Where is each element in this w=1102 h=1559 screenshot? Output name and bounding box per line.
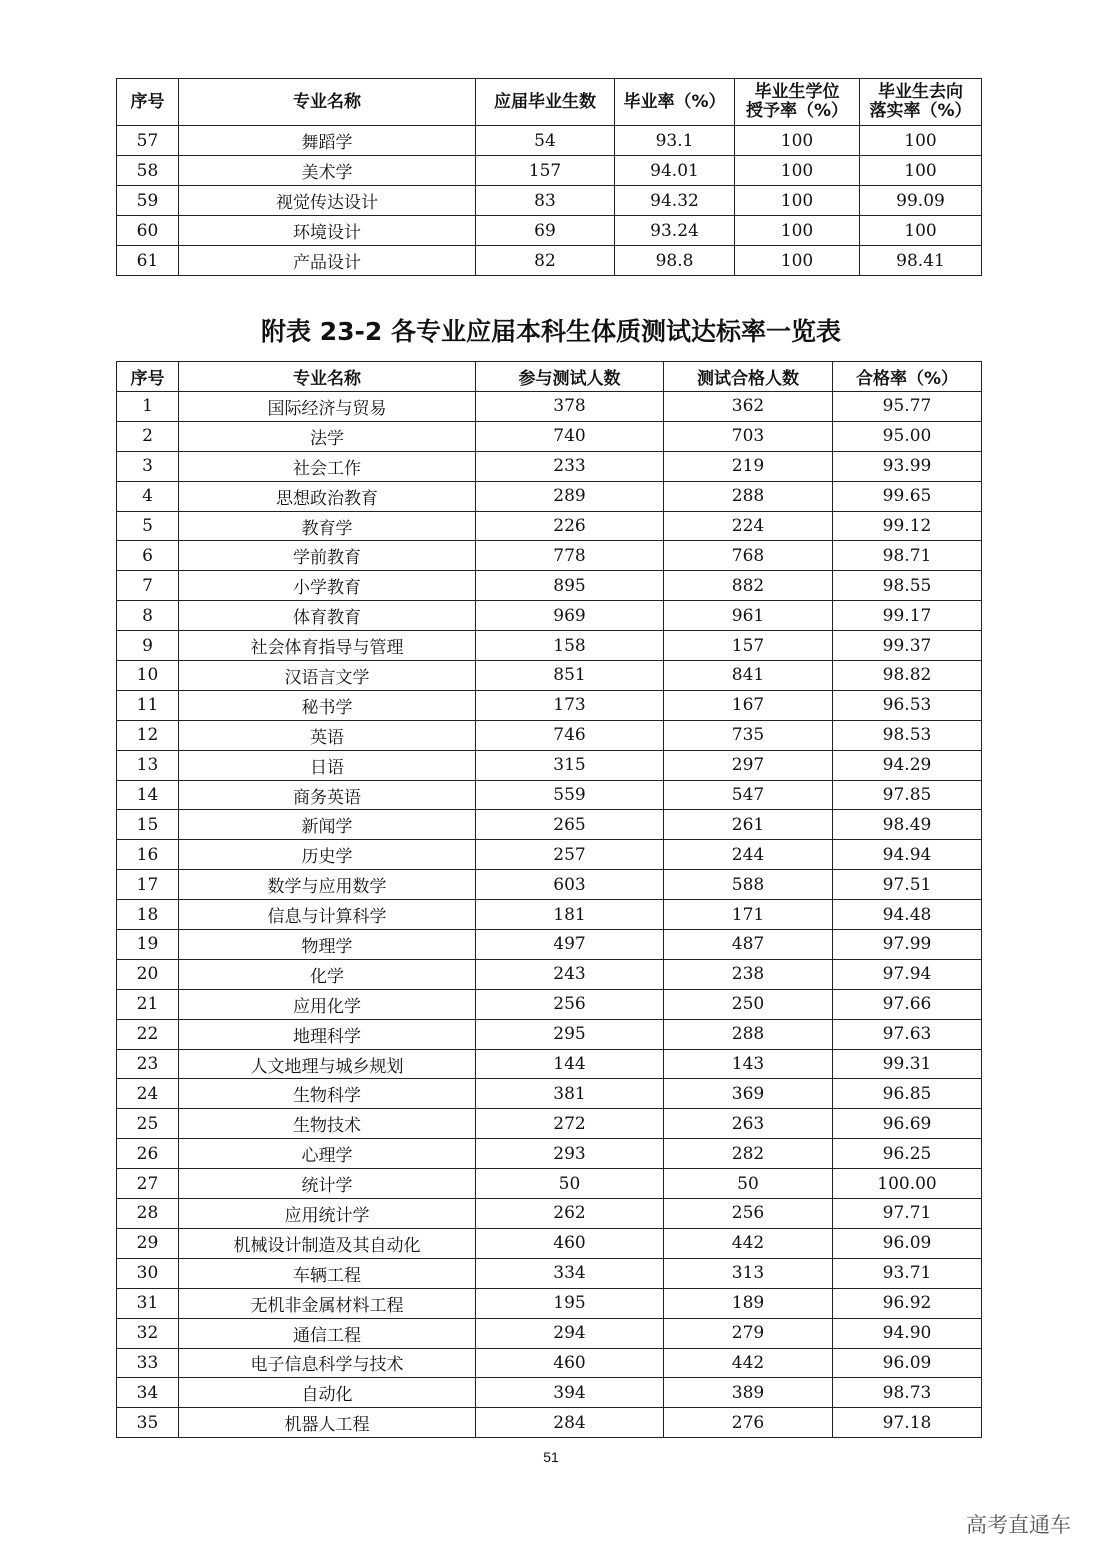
table-cell: 882 bbox=[664, 571, 833, 601]
table-cell: 559 bbox=[476, 780, 664, 810]
table-row bbox=[117, 1079, 982, 1109]
table-cell: 5 bbox=[117, 511, 179, 541]
table-cell: 94.48 bbox=[833, 900, 982, 930]
table-cell: 100 bbox=[860, 126, 982, 156]
table-cell: 226 bbox=[476, 511, 664, 541]
table-cell: 18 bbox=[117, 900, 179, 930]
table-cell: 93.71 bbox=[833, 1258, 982, 1288]
table-row bbox=[117, 216, 982, 246]
table-cell: 243 bbox=[476, 959, 664, 989]
table-cell: 265 bbox=[476, 810, 664, 840]
table-cell: 83 bbox=[476, 186, 615, 216]
table-cell: 社会体育指导与管理 bbox=[179, 631, 476, 661]
fitness-test-table bbox=[116, 361, 982, 1438]
table-row bbox=[117, 392, 982, 422]
table-cell: 157 bbox=[476, 156, 615, 186]
table-cell: 547 bbox=[664, 780, 833, 810]
table-row bbox=[117, 750, 982, 780]
table-cell: 24 bbox=[117, 1079, 179, 1109]
table-cell: 59 bbox=[117, 186, 179, 216]
table-cell: 257 bbox=[476, 840, 664, 870]
table-cell: 28 bbox=[117, 1199, 179, 1229]
table-cell: 961 bbox=[664, 601, 833, 631]
table-cell: 381 bbox=[476, 1079, 664, 1109]
table-cell: 96.09 bbox=[833, 1228, 982, 1258]
table-cell: 98.55 bbox=[833, 571, 982, 601]
table-row bbox=[117, 246, 982, 276]
table-cell: 31 bbox=[117, 1288, 179, 1318]
column-header: 专业名称 bbox=[179, 362, 476, 392]
table-cell: 256 bbox=[664, 1199, 833, 1229]
table-row bbox=[117, 1199, 982, 1229]
table-cell: 100 bbox=[735, 186, 860, 216]
table-cell: 1 bbox=[117, 392, 179, 422]
table-cell: 272 bbox=[476, 1109, 664, 1139]
column-header: 毕业生学位 授予率（%） bbox=[735, 79, 860, 126]
table-cell: 舞蹈学 bbox=[179, 126, 476, 156]
table-cell: 96.09 bbox=[833, 1348, 982, 1378]
table-cell: 157 bbox=[664, 631, 833, 661]
table-cell: 4 bbox=[117, 481, 179, 511]
table-cell: 334 bbox=[476, 1258, 664, 1288]
column-header: 参与测试人数 bbox=[476, 362, 664, 392]
table-cell: 61 bbox=[117, 246, 179, 276]
table-cell: 315 bbox=[476, 750, 664, 780]
table-cell: 181 bbox=[476, 900, 664, 930]
table-cell: 14 bbox=[117, 780, 179, 810]
table-row bbox=[117, 1288, 982, 1318]
table-cell: 思想政治教育 bbox=[179, 481, 476, 511]
column-header: 序号 bbox=[117, 362, 179, 392]
table-cell: 19 bbox=[117, 930, 179, 960]
table-cell: 17 bbox=[117, 870, 179, 900]
table-cell: 703 bbox=[664, 421, 833, 451]
table-cell: 98.8 bbox=[615, 246, 735, 276]
table-cell: 58 bbox=[117, 156, 179, 186]
table-cell: 143 bbox=[664, 1049, 833, 1079]
column-header: 测试合格人数 bbox=[664, 362, 833, 392]
table-cell: 588 bbox=[664, 870, 833, 900]
table-cell: 3 bbox=[117, 451, 179, 481]
table-row bbox=[117, 1408, 982, 1438]
table-cell: 95.77 bbox=[833, 392, 982, 422]
table-cell: 94.01 bbox=[615, 156, 735, 186]
table-cell: 9 bbox=[117, 631, 179, 661]
table-cell: 26 bbox=[117, 1139, 179, 1169]
table-cell: 99.17 bbox=[833, 601, 982, 631]
table-cell: 33 bbox=[117, 1348, 179, 1378]
table-cell: 54 bbox=[476, 126, 615, 156]
table-cell: 851 bbox=[476, 661, 664, 691]
table-cell: 378 bbox=[476, 392, 664, 422]
table-cell: 294 bbox=[476, 1318, 664, 1348]
table-cell: 263 bbox=[664, 1109, 833, 1139]
table-cell: 288 bbox=[664, 481, 833, 511]
table-cell: 97.71 bbox=[833, 1199, 982, 1229]
table-cell: 96.69 bbox=[833, 1109, 982, 1139]
table-cell: 238 bbox=[664, 959, 833, 989]
table-cell: 6 bbox=[117, 541, 179, 571]
table-cell: 57 bbox=[117, 126, 179, 156]
table-row bbox=[117, 1139, 982, 1169]
table-cell: 82 bbox=[476, 246, 615, 276]
table-cell: 167 bbox=[664, 690, 833, 720]
table-cell: 30 bbox=[117, 1258, 179, 1288]
table-cell: 95.00 bbox=[833, 421, 982, 451]
table-cell: 日语 bbox=[179, 750, 476, 780]
table-cell: 50 bbox=[664, 1169, 833, 1199]
table-cell: 93.99 bbox=[833, 451, 982, 481]
table-cell: 93.24 bbox=[615, 216, 735, 246]
table-cell: 应用化学 bbox=[179, 989, 476, 1019]
table-cell: 189 bbox=[664, 1288, 833, 1318]
table-cell: 96.53 bbox=[833, 690, 982, 720]
table-cell: 生物科学 bbox=[179, 1079, 476, 1109]
table-cell: 297 bbox=[664, 750, 833, 780]
table-cell: 460 bbox=[476, 1228, 664, 1258]
table-cell: 96.25 bbox=[833, 1139, 982, 1169]
table-cell: 29 bbox=[117, 1228, 179, 1258]
table-cell: 97.99 bbox=[833, 930, 982, 960]
table-row bbox=[117, 1109, 982, 1139]
table-cell: 97.63 bbox=[833, 1019, 982, 1049]
table-cell: 100 bbox=[860, 156, 982, 186]
table-row bbox=[117, 661, 982, 691]
table-row bbox=[117, 870, 982, 900]
table-cell: 产品设计 bbox=[179, 246, 476, 276]
table-row bbox=[117, 840, 982, 870]
table-cell: 389 bbox=[664, 1378, 833, 1408]
column-header: 应届毕业生数 bbox=[476, 79, 615, 126]
table-cell: 100 bbox=[735, 246, 860, 276]
table-cell: 98.49 bbox=[833, 810, 982, 840]
table-cell: 50 bbox=[476, 1169, 664, 1199]
table-cell: 100.00 bbox=[833, 1169, 982, 1199]
table-row bbox=[117, 481, 982, 511]
table-cell: 279 bbox=[664, 1318, 833, 1348]
table-row bbox=[117, 810, 982, 840]
table-cell: 195 bbox=[476, 1288, 664, 1318]
table-cell: 7 bbox=[117, 571, 179, 601]
table-cell: 人文地理与城乡规划 bbox=[179, 1049, 476, 1079]
table-cell: 171 bbox=[664, 900, 833, 930]
table-row bbox=[117, 959, 982, 989]
table-cell: 22 bbox=[117, 1019, 179, 1049]
table-cell: 895 bbox=[476, 571, 664, 601]
table-cell: 460 bbox=[476, 1348, 664, 1378]
table-cell: 12 bbox=[117, 720, 179, 750]
table-cell: 100 bbox=[735, 216, 860, 246]
table-cell: 学前教育 bbox=[179, 541, 476, 571]
table-cell: 369 bbox=[664, 1079, 833, 1109]
table-cell: 94.94 bbox=[833, 840, 982, 870]
table-cell: 13 bbox=[117, 750, 179, 780]
table-cell: 442 bbox=[664, 1348, 833, 1378]
table-cell: 无机非金属材料工程 bbox=[179, 1288, 476, 1318]
table-title: 附表 23-2 各专业应届本科生体质测试达标率一览表 bbox=[261, 317, 841, 346]
table-cell: 物理学 bbox=[179, 930, 476, 960]
table-cell: 应用统计学 bbox=[179, 1199, 476, 1229]
table-cell: 362 bbox=[664, 392, 833, 422]
table-cell: 96.85 bbox=[833, 1079, 982, 1109]
table-row bbox=[117, 989, 982, 1019]
table-cell: 历史学 bbox=[179, 840, 476, 870]
table-row bbox=[117, 1169, 982, 1199]
table-cell: 173 bbox=[476, 690, 664, 720]
table-cell: 282 bbox=[664, 1139, 833, 1169]
table-cell: 97.85 bbox=[833, 780, 982, 810]
table-cell: 98.71 bbox=[833, 541, 982, 571]
table-row bbox=[117, 780, 982, 810]
table-cell: 教育学 bbox=[179, 511, 476, 541]
table-cell: 99.09 bbox=[860, 186, 982, 216]
table-cell: 969 bbox=[476, 601, 664, 631]
table-row bbox=[117, 1378, 982, 1408]
table-cell: 250 bbox=[664, 989, 833, 1019]
table-cell: 262 bbox=[476, 1199, 664, 1229]
watermark: 高考直通车 bbox=[966, 1513, 1071, 1537]
table-cell: 313 bbox=[664, 1258, 833, 1288]
table-cell: 276 bbox=[664, 1408, 833, 1438]
table-cell: 体育教育 bbox=[179, 601, 476, 631]
table-cell: 通信工程 bbox=[179, 1318, 476, 1348]
table-cell: 英语 bbox=[179, 720, 476, 750]
table-cell: 2 bbox=[117, 421, 179, 451]
table-cell: 100 bbox=[735, 126, 860, 156]
column-header: 专业名称 bbox=[179, 79, 476, 126]
table-cell: 机器人工程 bbox=[179, 1408, 476, 1438]
column-header: 序号 bbox=[117, 79, 179, 126]
table-cell: 生物技术 bbox=[179, 1109, 476, 1139]
table-cell: 99.12 bbox=[833, 511, 982, 541]
table-body bbox=[117, 392, 982, 1438]
table-cell: 740 bbox=[476, 421, 664, 451]
table-cell: 100 bbox=[860, 216, 982, 246]
table-cell: 94.29 bbox=[833, 750, 982, 780]
table-cell: 261 bbox=[664, 810, 833, 840]
table-cell: 25 bbox=[117, 1109, 179, 1139]
table-cell: 288 bbox=[664, 1019, 833, 1049]
table-cell: 法学 bbox=[179, 421, 476, 451]
table-row bbox=[117, 421, 982, 451]
table-cell: 10 bbox=[117, 661, 179, 691]
table-cell: 295 bbox=[476, 1019, 664, 1049]
table-cell: 158 bbox=[476, 631, 664, 661]
table-cell: 256 bbox=[476, 989, 664, 1019]
table-row bbox=[117, 1228, 982, 1258]
table-cell: 秘书学 bbox=[179, 690, 476, 720]
table-cell: 数学与应用数学 bbox=[179, 870, 476, 900]
table-cell: 841 bbox=[664, 661, 833, 691]
column-header: 合格率（%） bbox=[833, 362, 982, 392]
column-header: 毕业生去向 落实率（%） bbox=[860, 79, 982, 126]
table-row bbox=[117, 1019, 982, 1049]
table-row bbox=[117, 690, 982, 720]
table-header-row bbox=[117, 79, 982, 126]
table-row bbox=[117, 631, 982, 661]
table-cell: 97.94 bbox=[833, 959, 982, 989]
table-row bbox=[117, 720, 982, 750]
table-row bbox=[117, 541, 982, 571]
table-cell: 小学教育 bbox=[179, 571, 476, 601]
table-body bbox=[117, 126, 982, 276]
table-cell: 94.90 bbox=[833, 1318, 982, 1348]
table-cell: 97.66 bbox=[833, 989, 982, 1019]
table-cell: 98.73 bbox=[833, 1378, 982, 1408]
table-row bbox=[117, 1318, 982, 1348]
table-cell: 98.41 bbox=[860, 246, 982, 276]
table-cell: 96.92 bbox=[833, 1288, 982, 1318]
table-row bbox=[117, 451, 982, 481]
table-cell: 244 bbox=[664, 840, 833, 870]
table-cell: 20 bbox=[117, 959, 179, 989]
table-cell: 21 bbox=[117, 989, 179, 1019]
table-row bbox=[117, 126, 982, 156]
table-cell: 284 bbox=[476, 1408, 664, 1438]
table-cell: 735 bbox=[664, 720, 833, 750]
table-cell: 32 bbox=[117, 1318, 179, 1348]
table-cell: 219 bbox=[664, 451, 833, 481]
table-cell: 487 bbox=[664, 930, 833, 960]
page-number: 51 bbox=[543, 1449, 559, 1465]
graduation-table bbox=[116, 78, 982, 276]
table-cell: 统计学 bbox=[179, 1169, 476, 1199]
table-row bbox=[117, 1049, 982, 1079]
table-row bbox=[117, 186, 982, 216]
table-cell: 603 bbox=[476, 870, 664, 900]
table-row bbox=[117, 156, 982, 186]
table-cell: 车辆工程 bbox=[179, 1258, 476, 1288]
table-cell: 97.18 bbox=[833, 1408, 982, 1438]
table-cell: 国际经济与贸易 bbox=[179, 392, 476, 422]
table-cell: 100 bbox=[735, 156, 860, 186]
table-cell: 99.65 bbox=[833, 481, 982, 511]
table-cell: 233 bbox=[476, 451, 664, 481]
table-cell: 11 bbox=[117, 690, 179, 720]
table-cell: 信息与计算科学 bbox=[179, 900, 476, 930]
table-cell: 35 bbox=[117, 1408, 179, 1438]
table-cell: 746 bbox=[476, 720, 664, 750]
table-cell: 电子信息科学与技术 bbox=[179, 1348, 476, 1378]
table-cell: 环境设计 bbox=[179, 216, 476, 246]
table-cell: 94.32 bbox=[615, 186, 735, 216]
table-cell: 98.82 bbox=[833, 661, 982, 691]
table-cell: 69 bbox=[476, 216, 615, 246]
table-row bbox=[117, 571, 982, 601]
table-cell: 60 bbox=[117, 216, 179, 246]
table-cell: 16 bbox=[117, 840, 179, 870]
table-row bbox=[117, 930, 982, 960]
table-cell: 394 bbox=[476, 1378, 664, 1408]
table-cell: 地理科学 bbox=[179, 1019, 476, 1049]
table-cell: 视觉传达设计 bbox=[179, 186, 476, 216]
table-cell: 144 bbox=[476, 1049, 664, 1079]
table-cell: 99.31 bbox=[833, 1049, 982, 1079]
table-cell: 23 bbox=[117, 1049, 179, 1079]
table-cell: 8 bbox=[117, 601, 179, 631]
table-cell: 93.1 bbox=[615, 126, 735, 156]
table-cell: 机械设计制造及其自动化 bbox=[179, 1228, 476, 1258]
table-cell: 97.51 bbox=[833, 870, 982, 900]
table-cell: 293 bbox=[476, 1139, 664, 1169]
table-row bbox=[117, 1258, 982, 1288]
table-row bbox=[117, 601, 982, 631]
table-cell: 27 bbox=[117, 1169, 179, 1199]
table-cell: 442 bbox=[664, 1228, 833, 1258]
table-cell: 768 bbox=[664, 541, 833, 571]
table-cell: 自动化 bbox=[179, 1378, 476, 1408]
table-cell: 778 bbox=[476, 541, 664, 571]
table-cell: 15 bbox=[117, 810, 179, 840]
table-cell: 99.37 bbox=[833, 631, 982, 661]
table-cell: 新闻学 bbox=[179, 810, 476, 840]
table-cell: 社会工作 bbox=[179, 451, 476, 481]
table-cell: 497 bbox=[476, 930, 664, 960]
table-header-row bbox=[117, 362, 982, 392]
table-cell: 289 bbox=[476, 481, 664, 511]
table-cell: 34 bbox=[117, 1378, 179, 1408]
table-cell: 汉语言文学 bbox=[179, 661, 476, 691]
table-cell: 商务英语 bbox=[179, 780, 476, 810]
column-header: 毕业率（%） bbox=[615, 79, 735, 126]
table-cell: 心理学 bbox=[179, 1139, 476, 1169]
table-row bbox=[117, 1348, 982, 1378]
table-cell: 美术学 bbox=[179, 156, 476, 186]
table-cell: 224 bbox=[664, 511, 833, 541]
table-row bbox=[117, 511, 982, 541]
table-row bbox=[117, 900, 982, 930]
table-cell: 98.53 bbox=[833, 720, 982, 750]
table-cell: 化学 bbox=[179, 959, 476, 989]
